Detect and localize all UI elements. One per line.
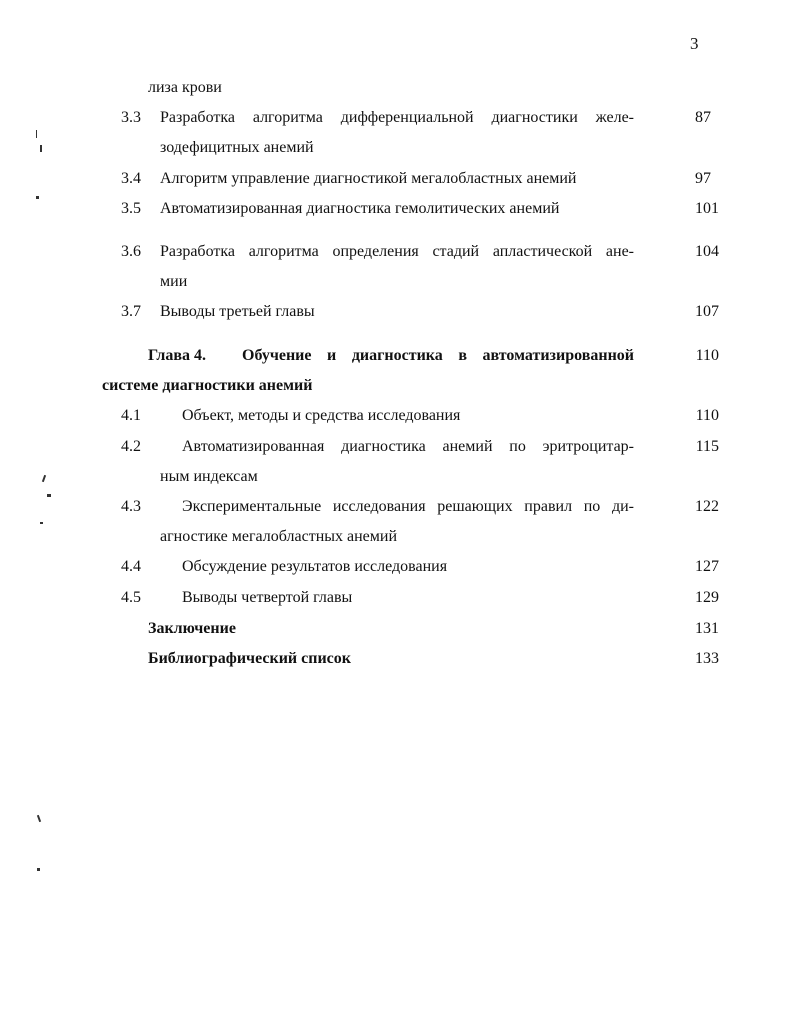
toc-entry-page: 127 bbox=[695, 558, 719, 575]
toc-entry-title: Выводы третьей главы bbox=[160, 303, 315, 320]
toc-entry-number: 3.3 bbox=[121, 109, 141, 126]
bibliography-title: Библиографический список bbox=[148, 650, 351, 667]
toc-entry-page: 122 bbox=[695, 498, 719, 515]
toc-entry-title-cont: ным индексам bbox=[160, 468, 258, 485]
toc-entry-title: Обсуждение результатов исследования bbox=[182, 558, 448, 575]
toc-continuation: лиза крови bbox=[148, 79, 222, 96]
toc-entry-page: 115 bbox=[695, 438, 719, 455]
toc-entry-page: 101 bbox=[695, 200, 719, 217]
toc-entry-page: 97 bbox=[695, 170, 711, 187]
toc-entry-number: 3.5 bbox=[121, 200, 141, 217]
toc-entry-title-cont: мии bbox=[160, 273, 188, 290]
toc-entry-title: Автоматизированная диагностика гемолитических анемий bbox=[160, 200, 560, 217]
toc-entry-title: Объект, методы и средства исследования bbox=[182, 407, 461, 424]
toc-entry-title-cont: агностике мегалобластных анемий bbox=[160, 528, 398, 545]
toc-entry-title: Экспериментальные исследования решающих правил по ди- bbox=[182, 498, 634, 515]
toc-entry-number: 4.1 bbox=[121, 407, 141, 424]
toc-entry-number: 3.4 bbox=[121, 170, 141, 187]
toc-entry-title-cont: зодефицитных анемий bbox=[160, 139, 314, 156]
chapter-label: Глава 4. bbox=[148, 347, 206, 364]
toc-entry-number: 4.5 bbox=[121, 589, 141, 606]
conclusion-page: 131 bbox=[695, 620, 719, 637]
toc-entry-title: Автоматизированная диагностика анемий по эритроцитар- bbox=[182, 438, 634, 455]
bibliography-page: 133 bbox=[695, 650, 719, 667]
toc-entry-title: Разработка алгоритма дифференциальной диагностики желе- bbox=[160, 109, 634, 126]
toc-entry-number: 3.6 bbox=[121, 243, 141, 260]
chapter-title: Обучение и диагностика в автоматизированной bbox=[242, 347, 634, 364]
toc-entry-title: Алгоритм управление диагностикой мегалобластных анемий bbox=[160, 170, 577, 187]
toc-entry-title: Разработка алгоритма определения стадий апластической ане- bbox=[160, 243, 634, 260]
toc-entry-page: 110 bbox=[695, 407, 719, 424]
toc-entry-page: 107 bbox=[695, 303, 719, 320]
toc-entry-page: 87 bbox=[695, 109, 711, 126]
chapter-title-cont: системе диагностики анемий bbox=[102, 377, 313, 394]
toc-entry-title: Выводы четвертой главы bbox=[182, 589, 353, 606]
toc-entry-number: 4.4 bbox=[121, 558, 141, 575]
toc-entry-number: 3.7 bbox=[121, 303, 141, 320]
page-number: 3 bbox=[690, 34, 699, 53]
chapter-page: 110 bbox=[695, 347, 719, 364]
toc-entry-page: 129 bbox=[695, 589, 719, 606]
toc-entry-number: 4.2 bbox=[121, 438, 141, 455]
toc-entry-page: 104 bbox=[695, 243, 719, 260]
toc-entry-number: 4.3 bbox=[121, 498, 141, 515]
conclusion-title: Заключение bbox=[148, 620, 236, 637]
